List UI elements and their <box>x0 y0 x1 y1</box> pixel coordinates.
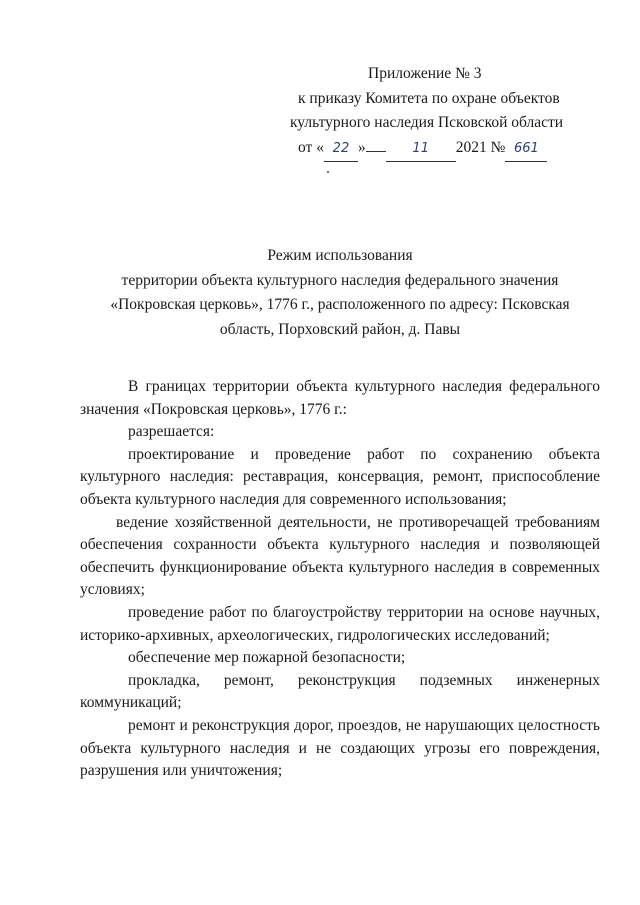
scan-speck <box>327 171 329 173</box>
appendix-date-line <box>290 136 600 163</box>
appendix-order-ref: к приказу Комитета по охране объектов <box>298 89 560 107</box>
handwritten-month: 11 <box>386 137 456 163</box>
list-item: обеспечение мер пожарной безопасности; <box>128 649 406 667</box>
appendix-number: Приложение № 3 <box>368 65 482 82</box>
blank-line <box>366 151 386 152</box>
title-line: область, Порховский район, д. Павы <box>219 320 461 338</box>
year-label: 2021 № <box>455 138 506 156</box>
title-line: Режим использования <box>267 247 413 264</box>
list-item: проектирование и проведение работ по сохранению объекта культурного наследия: реставрация, консервация, ремонт, приспособление объекта культурного наследия для современного использования; <box>80 445 600 508</box>
document-body <box>80 376 600 783</box>
handwritten-number: 661 <box>505 137 547 163</box>
allowed-label: разрешается: <box>128 423 215 441</box>
list-item: ремонт и реконструкция дорог, проездов, не нарушающих целостность объекта культурного наследия и не создающих угрозы его повреждения, разрушения или уничтожения; <box>80 716 600 780</box>
document-title <box>80 244 600 342</box>
date-prefix: от « <box>298 138 324 156</box>
appendix-committee: культурного наследия Псковской области <box>290 114 564 131</box>
title-line: «Покровская церковь», 1776 г., расположенного по адресу: Псковская <box>110 296 570 313</box>
appendix-header <box>290 62 600 162</box>
list-item: прокладка, ремонт, реконструкция подземных инженерных коммуникаций; <box>80 671 600 712</box>
list-item: проведение работ по благоустройству территории на основе научных, историко-архивных, археологических, гидрологических исследований; <box>80 603 600 644</box>
intro-paragraph: В границах территории объекта культурного наследия федерального значения «Покровская церковь», 1776 г.: <box>80 378 600 418</box>
handwritten-day: 22 <box>324 137 358 163</box>
title-line: территории объекта культурного наследия федерального значения <box>121 271 559 289</box>
date-quote: » <box>357 138 366 156</box>
list-item: ведение хозяйственной деятельности, не противоречащей требованиям обеспечения сохранности объекта культурного наследия и позволяющей обеспечить функционирование объекта культурного наследия в современных условиях; <box>80 513 600 599</box>
